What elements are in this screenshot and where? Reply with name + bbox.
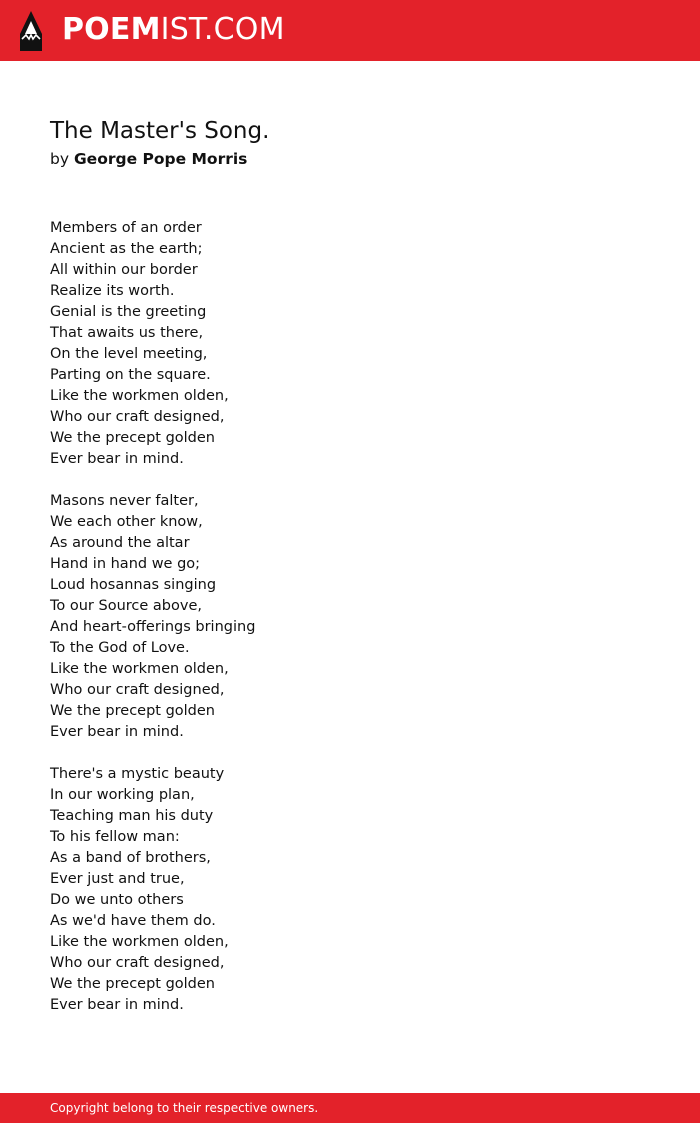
site-header [0, 0, 700, 61]
poem-line: Teaching man his duty [50, 808, 214, 824]
poem-line: Masons never falter, [50, 493, 199, 509]
poem-line: And heart-offerings bringing [50, 619, 256, 635]
brand-bold-text: POEM [62, 12, 161, 47]
poem-line: To his fellow man: [50, 829, 180, 845]
pencil-tip-icon[interactable] [18, 10, 44, 52]
poem-line: That awaits us there, [50, 325, 204, 341]
site-logo-text[interactable] [62, 12, 285, 48]
poem-line: Like the workmen olden, [50, 934, 229, 950]
poem-line: As a band of brothers, [50, 850, 211, 866]
poem-line: Genial is the greeting [50, 304, 207, 320]
poem-line: Like the workmen olden, [50, 661, 229, 677]
poem-line: Like the workmen olden, [50, 388, 229, 404]
poem-line: Hand in hand we go; [50, 556, 201, 572]
poem-line: Parting on the square. [50, 367, 211, 383]
poem-line: To the God of Love. [50, 640, 190, 656]
poem-line: On the level meeting, [50, 346, 208, 362]
brand-light-text: IST.COM [160, 12, 285, 47]
poem-line: Realize its worth. [50, 283, 175, 299]
poem-line: We the precept golden [50, 430, 216, 446]
by-label: by [50, 150, 70, 168]
poem-line: To our Source above, [50, 598, 202, 614]
poem-line: We the precept golden [50, 703, 216, 719]
poem-line: Who our craft designed, [50, 955, 225, 971]
poem-line: Ever bear in mind. [50, 997, 184, 1013]
poem-line: We each other know, [50, 514, 203, 530]
poem-line: Do we unto others [50, 892, 184, 908]
poem-line: As we'd have them do. [50, 913, 216, 929]
poem-line: Ever bear in mind. [50, 724, 184, 740]
poem-line: We the precept golden [50, 976, 216, 992]
poem-line: Ancient as the earth; [50, 241, 203, 257]
stanza [50, 764, 650, 1016]
site-footer [0, 1093, 700, 1123]
poem-line: As around the altar [50, 535, 190, 551]
poem-line: There's a mystic beauty [50, 766, 225, 782]
copyright-text: Copyright belong to their respective owners. [50, 1101, 319, 1115]
poem-body [50, 218, 650, 1037]
poem-line: Ever bear in mind. [50, 451, 184, 467]
stanza [50, 218, 650, 470]
poem-line: Ever just and true, [50, 871, 185, 887]
poem-line: Who our craft designed, [50, 409, 225, 425]
poem-line: In our working plan, [50, 787, 195, 803]
poem-title: The Master's Song. [50, 118, 270, 144]
byline [50, 148, 247, 170]
poem-line: Loud hosannas singing [50, 577, 217, 593]
poem-line: Members of an order [50, 220, 202, 236]
poem-line: All within our border [50, 262, 198, 278]
author-name: George Pope Morris [73, 150, 248, 168]
poem-line: Who our craft designed, [50, 682, 225, 698]
stanza [50, 491, 650, 743]
